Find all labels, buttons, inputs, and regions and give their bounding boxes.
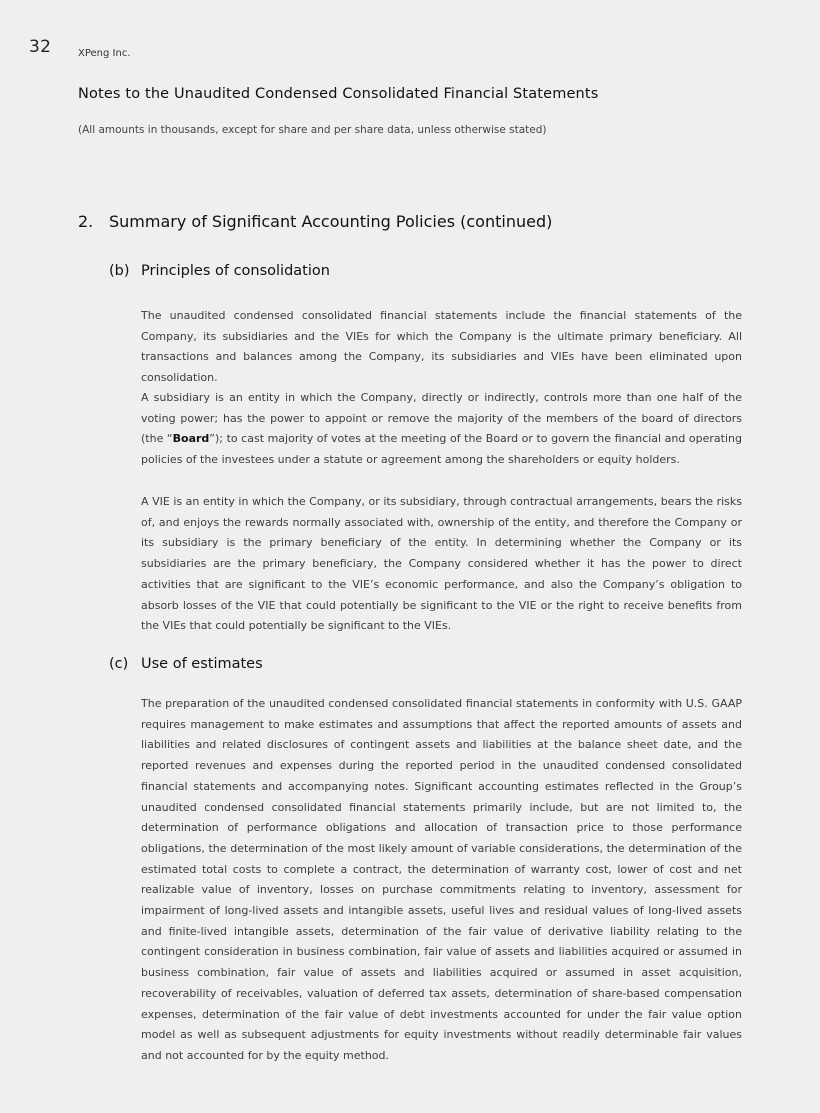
defined-term-board: Board [172,432,210,446]
paragraph-text: A subsidiary is an entity in which the Company, directly or indirectly, controls more than one half of the voting power; has the power to appoint or remove the majority of the members of the board of directors (the “ [141,391,742,446]
amounts-note: (All amounts in thousands, except for share and per share data, unless otherwise stated) [78,124,547,136]
section-title: Summary of Significant Accounting Policies (continued) [109,212,553,231]
page-title: Notes to the Unaudited Condensed Consolidated Financial Statements [78,86,599,102]
subsection-title-c: Use of estimates [141,656,263,672]
subsection-title-b: Principles of consolidation [141,263,330,279]
subsection-label-b: (b) [109,263,130,279]
subsection-heading-b [109,263,330,279]
subsection-heading-c [109,656,263,672]
paragraph-consolidation-3: A VIE is an entity in which the Company, or its subsidiary, through contractual arrangements, bears the risks of, and enjoys the rewards normally associated with, ownership of the entity, and therefore the Company or its subsidiary is the primary beneficiary of the entity. In determining whether the Company or its subsidiaries are the primary beneficiary, the Company considered whether it has the power to direct activities that are significant to the VIE’s economic performance, and also the Company’s obligation to absorb losses of the VIE that could potentially be significant to the VIE or the right to receive benefits from the VIEs that could potentially be significant to the VIEs. [141,495,742,633]
company-name: XPeng Inc. [78,48,131,59]
paragraph-consolidation-2 [141,388,742,471]
page-number: 32 [29,37,52,57]
paragraph-text: ”); to cast majority of votes at the meeting of the Board or to govern the financial and operating policies of the investees under a statute or agreement among the shareholders or equity holders. [141,432,742,467]
section-number: 2. [78,212,94,231]
paragraph-consolidation-1: The unaudited condensed consolidated financial statements include the financial statements of the Company, its subsidiaries and the VIEs for which the Company is the ultimate primary beneficiary. All transactions and balances among the Company, its subsidiaries and VIEs have been eliminated upon consolidation. [141,309,742,385]
section-heading [78,212,552,231]
paragraph-estimates: The preparation of the unaudited condensed consolidated financial statements in conformity with U.S. GAAP requires management to make estimates and assumptions that affect the reported amounts of assets and liabilities and related disclosures of contingent assets and liabilities at the balance sheet date, and the reported revenues and expenses during the reported period in the unaudited condensed consolidated financial statements and accompanying notes. Significant accounting estimates reflected in the Group’s unaudited condensed consolidated financial statements primarily include, but are not limited to, the determination of performance obligations and allocation of transaction price to those performance obligations, the determination of the most likely amount of variable considerations, the determination of the estimated total costs to complete a contract, the determination of warranty cost, lower of cost and net realizable value of inventory, losses on purchase commitments relating to inventory, assessment for impairment of long-lived assets and intangible assets, useful lives and residual values of long-lived assets and finite-lived intangible assets, determination of the fair value of derivative liability relating to the contingent consideration in business combination, fair value of assets and liabilities acquired or assumed in business combination, fair value of assets and liabilities acquired or assumed in asset acquisition, recoverability of receivables, valuation of deferred tax assets, determination of share-based compensation expenses, determination of the fair value of debt investments accounted for under the fair value option model as well as subsequent adjustments for equity investments without readily determinable fair values and not accounted for by the equity method. [141,697,742,1062]
subsection-label-c: (c) [109,656,129,672]
